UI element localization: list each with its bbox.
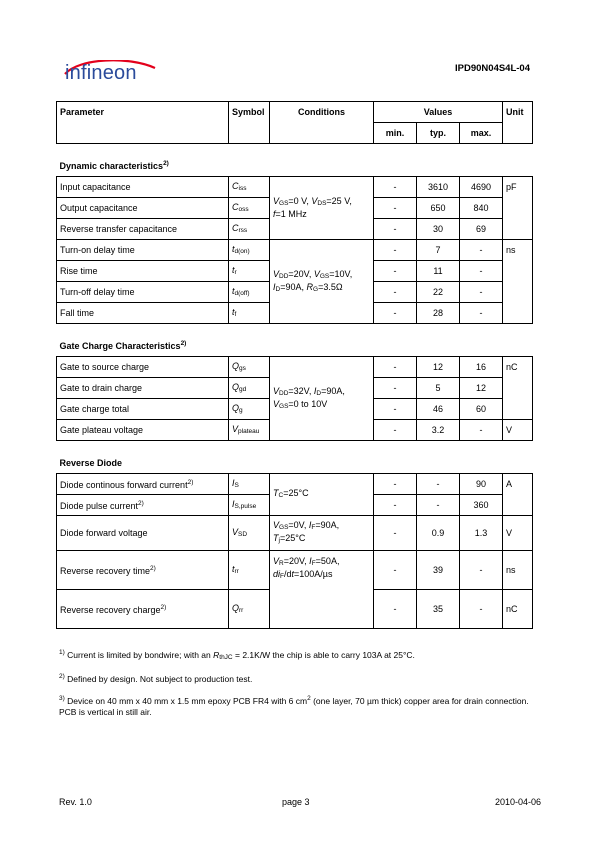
characteristics-table bbox=[56, 101, 533, 629]
conditions-forward-voltage: $V_{GS}=0V$, $I_F=90A$, $T_j=25^\circ C$ bbox=[270, 516, 374, 551]
header-symbol: Symbol bbox=[229, 102, 270, 144]
table-row bbox=[57, 240, 533, 261]
max-value: - bbox=[460, 590, 503, 629]
table-row bbox=[57, 474, 533, 495]
footer-date: 2010-04-06 bbox=[494, 797, 541, 807]
typ-value: 3.2 bbox=[417, 420, 460, 441]
symbol-cell: $Q_{rr}$ bbox=[229, 590, 270, 629]
header-parameter: Parameter bbox=[57, 102, 229, 144]
footnote-mark: 2) bbox=[180, 340, 187, 347]
unit-cell: nC bbox=[503, 357, 533, 420]
unit-cell: A bbox=[503, 474, 533, 516]
parameter-cell: Gate to drain charge bbox=[57, 378, 229, 399]
max-value: 12 bbox=[460, 378, 503, 399]
symbol-cell: $I_{S,pulse}$ bbox=[229, 495, 270, 516]
conditions-reverse-recovery: $V_R=20V$, $I_F=50A$, $di_F/dt=100A/\mu s$ bbox=[270, 551, 374, 629]
symbol-cell: $V_{plateau}$ bbox=[229, 420, 270, 441]
symbol-cell: $t_r$ bbox=[229, 261, 270, 282]
table-row bbox=[57, 177, 533, 198]
typ-value: 30 bbox=[417, 219, 460, 240]
header-values: Values bbox=[374, 102, 503, 123]
footnote-1: $^{1)}$ Current is limited by bondwire; with an $R_{thJC} = 2.1K/W$ the chip is able to carry 103A at 25°C. bbox=[59, 649, 415, 661]
max-value: 69 bbox=[460, 219, 503, 240]
footer-page-number: page 3 bbox=[282, 797, 310, 807]
parameter-cell: Rise time bbox=[57, 261, 229, 282]
unit-cell: pF bbox=[503, 177, 533, 240]
parameter-cell: Diode continous forward current$^{2)}$ bbox=[57, 474, 229, 495]
typ-value: 0.9 bbox=[417, 516, 460, 551]
section-reverse-diode bbox=[57, 441, 533, 474]
symbol-cell: $t_f$ bbox=[229, 303, 270, 324]
max-value: - bbox=[460, 261, 503, 282]
max-value: 4690 bbox=[460, 177, 503, 198]
footer-revision: Rev. 1.0 bbox=[59, 797, 92, 807]
symbol-cell: $Q_{gd}$ bbox=[229, 378, 270, 399]
typ-value: - bbox=[417, 474, 460, 495]
table-header-row bbox=[57, 102, 533, 123]
parameter-cell: Gate to source charge bbox=[57, 357, 229, 378]
parameter-cell: Turn-on delay time bbox=[57, 240, 229, 261]
typ-value: 3610 bbox=[417, 177, 460, 198]
min-value: - bbox=[374, 399, 417, 420]
min-value: - bbox=[374, 551, 417, 590]
min-value: - bbox=[374, 240, 417, 261]
symbol-cell: $C_{oss}$ bbox=[229, 198, 270, 219]
max-value: 840 bbox=[460, 198, 503, 219]
parameter-cell: Reverse transfer capacitance bbox=[57, 219, 229, 240]
section-title: Dynamic characteristics bbox=[59, 161, 164, 171]
typ-value: 7 bbox=[417, 240, 460, 261]
typ-value: 11 bbox=[417, 261, 460, 282]
max-value: - bbox=[460, 551, 503, 590]
infineon-logo bbox=[59, 60, 159, 92]
parameter-cell: Reverse recovery time$^{2)}$ bbox=[57, 551, 229, 590]
max-value: - bbox=[460, 420, 503, 441]
section-dynamic bbox=[57, 144, 533, 177]
section-title: Reverse Diode bbox=[57, 441, 533, 474]
typ-value: 5 bbox=[417, 378, 460, 399]
max-value: 60 bbox=[460, 399, 503, 420]
min-value: - bbox=[374, 590, 417, 629]
unit-cell: V bbox=[503, 420, 533, 441]
header-unit: Unit bbox=[503, 102, 533, 144]
symbol-cell: $I_S$ bbox=[229, 474, 270, 495]
header-min: min. bbox=[374, 123, 417, 144]
footnotes bbox=[59, 647, 529, 726]
footnote-mark: 2) bbox=[163, 160, 169, 167]
conditions-capacitance: $V_{GS}=0$ V, $V_{DS}=25$ V, f=1 MHz bbox=[270, 177, 374, 240]
symbol-cell: $Q_g$ bbox=[229, 399, 270, 420]
unit-cell: ns bbox=[503, 551, 533, 590]
section-title: Gate Charge Characteristics bbox=[59, 341, 181, 351]
conditions-gate-charge: $V_{DD}=32V$, $I_D=90A$, $V_{GS}=0$ to 10V bbox=[270, 357, 374, 441]
symbol-cell: $t_{d(on)}$ bbox=[229, 240, 270, 261]
conditions-switching: $V_{DD}=20V$, $V_{GS}=10V$, $I_D=90A$, $R_G=3.5\Omega$ bbox=[270, 240, 374, 324]
typ-value: 650 bbox=[417, 198, 460, 219]
header-max: max. bbox=[460, 123, 503, 144]
unit-cell: ns bbox=[503, 240, 533, 324]
min-value: - bbox=[374, 198, 417, 219]
max-value: 90 bbox=[460, 474, 503, 495]
parameter-cell: Gate charge total bbox=[57, 399, 229, 420]
min-value: - bbox=[374, 282, 417, 303]
parameter-cell: Input capacitance bbox=[57, 177, 229, 198]
parameter-cell: Turn-off delay time bbox=[57, 282, 229, 303]
symbol-cell: $C_{rss}$ bbox=[229, 219, 270, 240]
typ-value: 28 bbox=[417, 303, 460, 324]
parameter-cell: Diode forward voltage bbox=[57, 516, 229, 551]
section-gate-charge bbox=[57, 324, 533, 357]
parameter-cell: Gate plateau voltage bbox=[57, 420, 229, 441]
typ-value: 22 bbox=[417, 282, 460, 303]
header-typ: typ. bbox=[417, 123, 460, 144]
unit-cell: nC bbox=[503, 590, 533, 629]
typ-value: 12 bbox=[417, 357, 460, 378]
typ-value: 35 bbox=[417, 590, 460, 629]
symbol-cell: $Q_{gs}$ bbox=[229, 357, 270, 378]
table-row bbox=[57, 357, 533, 378]
parameter-cell: Diode pulse current$^{2)}$ bbox=[57, 495, 229, 516]
min-value: - bbox=[374, 177, 417, 198]
min-value: - bbox=[374, 516, 417, 551]
footnote-2: $^{2)}$ Defined by design. Not subject to production test. bbox=[59, 673, 253, 684]
min-value: - bbox=[374, 261, 417, 282]
parameter-cell: Fall time bbox=[57, 303, 229, 324]
symbol-cell: $t_{rr}$ bbox=[229, 551, 270, 590]
min-value: - bbox=[374, 420, 417, 441]
parameter-cell: Output capacitance bbox=[57, 198, 229, 219]
min-value: - bbox=[374, 219, 417, 240]
max-value: 1.3 bbox=[460, 516, 503, 551]
part-number: IPD90N04S4L-04 bbox=[455, 63, 530, 74]
footnote-3: $^{3)}$ Device on 40 mm x 40 mm x 1.5 mm epoxy PCB FR4 with 6 $cm^2$ (one layer, 70 µm thick) copper area for drain connection. PCB is vertical in still air. bbox=[59, 695, 529, 717]
min-value: - bbox=[374, 357, 417, 378]
symbol-cell: $t_{d(off)}$ bbox=[229, 282, 270, 303]
max-value: 360 bbox=[460, 495, 503, 516]
max-value: - bbox=[460, 240, 503, 261]
min-value: - bbox=[374, 495, 417, 516]
parameter-cell: Reverse recovery charge$^{2)}$ bbox=[57, 590, 229, 629]
min-value: - bbox=[374, 474, 417, 495]
typ-value: - bbox=[417, 495, 460, 516]
max-value: 16 bbox=[460, 357, 503, 378]
typ-value: 46 bbox=[417, 399, 460, 420]
conditions-diode: $T_C=25^\circ C$ bbox=[270, 474, 374, 516]
header-conditions: Conditions bbox=[270, 102, 374, 144]
min-value: - bbox=[374, 378, 417, 399]
symbol-cell: $C_{iss}$ bbox=[229, 177, 270, 198]
max-value: - bbox=[460, 303, 503, 324]
table-row bbox=[57, 551, 533, 590]
min-value: - bbox=[374, 303, 417, 324]
max-value: - bbox=[460, 282, 503, 303]
symbol-cell: $V_{SD}$ bbox=[229, 516, 270, 551]
table-row bbox=[57, 516, 533, 551]
typ-value: 39 bbox=[417, 551, 460, 590]
unit-cell: V bbox=[503, 516, 533, 551]
logo-text: infineon bbox=[65, 62, 137, 84]
